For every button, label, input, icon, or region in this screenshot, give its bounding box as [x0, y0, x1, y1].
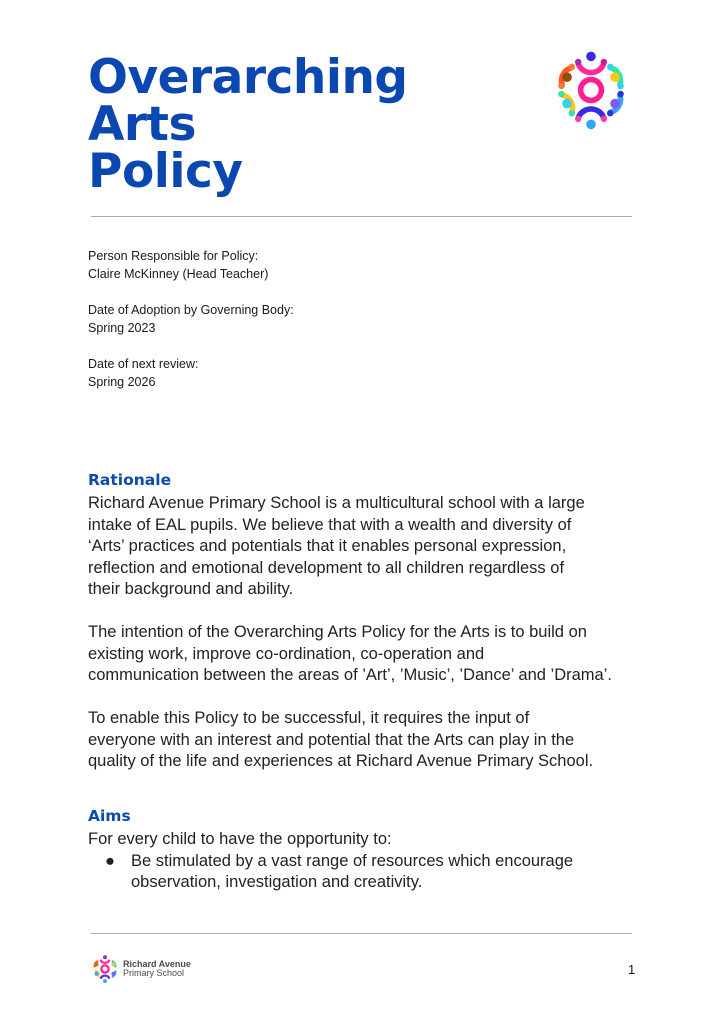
paragraph: [88, 622, 648, 687]
next-review-date: [88, 355, 294, 391]
school-logo-icon: [91, 955, 119, 983]
meta-value: Claire McKinney (Head Teacher): [88, 267, 269, 281]
bullet-icon: ●: [105, 851, 115, 870]
paragraph: [88, 493, 648, 601]
section-heading: Rationale: [88, 471, 172, 489]
text-line: quality of the life and experiences at Richard Avenue Primary School.: [88, 752, 594, 770]
text-line: reflection and emotional development to all children regardless of: [88, 558, 565, 577]
policy-metadata: [88, 247, 294, 409]
aims-list: [88, 851, 648, 894]
text-line: communication between the areas of ’Art’, ’Music’, ’Dance’ and ’Drama’.: [88, 666, 612, 684]
page-number: 1: [628, 962, 636, 977]
text-line: Richard Avenue Primary School is a multicultural school with a large: [88, 494, 585, 512]
header-divider: [91, 216, 632, 217]
aims-section: [88, 806, 648, 894]
meta-value: Spring 2023: [88, 321, 156, 335]
meta-label: Date of Adoption by Governing Body:: [88, 303, 294, 317]
text-line: existing work, improve co-ordination, co-operation and: [88, 644, 485, 663]
title-line: Arts: [88, 97, 196, 152]
text-line: their background and ability.: [88, 580, 294, 598]
person-responsible: [88, 247, 294, 283]
text-line: intake of EAL pupils. We believe that with a wealth and diversity of: [88, 515, 572, 534]
footer-school-logo: [91, 955, 191, 983]
meta-label: Person Responsible for Policy:: [88, 249, 259, 263]
text-line: Be stimulated by a vast range of resources which encourage: [131, 851, 574, 870]
rationale-section: [88, 470, 648, 794]
title-line: Overarching: [88, 50, 408, 105]
page-title: [88, 50, 408, 199]
meta-value: Spring 2026: [88, 375, 156, 389]
adoption-date: [88, 301, 294, 337]
meta-label: Date of next review:: [88, 357, 199, 371]
school-name-bold: Richard Avenue: [123, 959, 191, 969]
text-line: observation, investigation and creativity.: [131, 873, 423, 891]
text-line: To enable this Policy to be successful, it requires the input of: [88, 709, 530, 727]
school-name-regular: Primary School: [123, 968, 185, 978]
list-item: [105, 851, 648, 894]
text-line: The intention of the Overarching Arts Policy for the Arts is to build on: [88, 623, 587, 641]
school-logo-icon: [551, 50, 631, 130]
paragraph: [88, 708, 648, 773]
aims-intro: For every child to have the opportunity to:: [88, 830, 392, 848]
title-line: Policy: [88, 144, 243, 199]
text-line: ‘Arts’ practices and potentials that it enables personal expression,: [88, 537, 567, 555]
text-line: everyone with an interest and potential that the Arts can play in the: [88, 730, 575, 749]
footer-school-name: [123, 960, 191, 978]
footer-divider: [91, 933, 632, 934]
section-heading: Aims: [88, 807, 131, 825]
